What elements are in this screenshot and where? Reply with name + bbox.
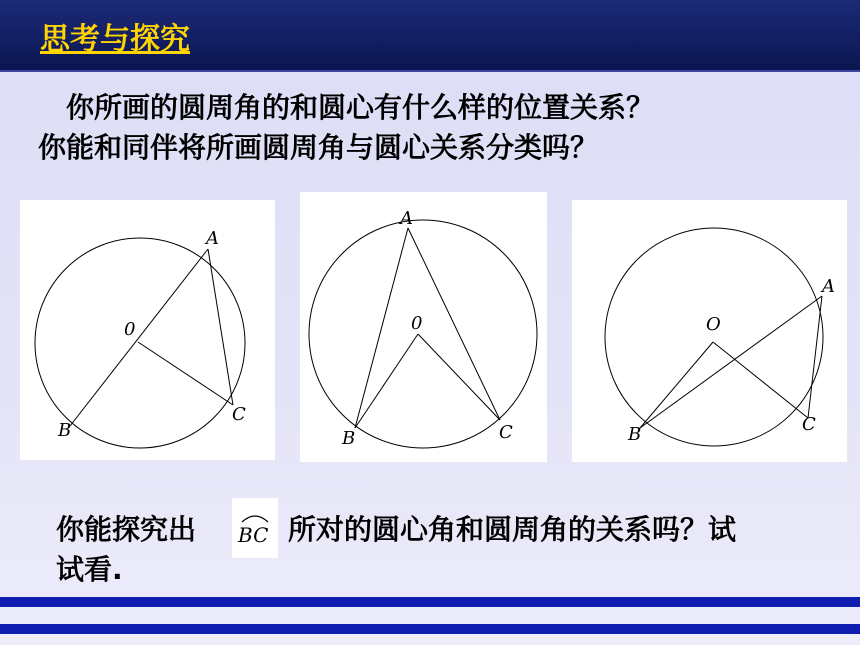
arc-bc-symbol	[232, 498, 278, 558]
arc-label: BC	[238, 523, 269, 547]
chord-ab	[640, 296, 822, 428]
radius-oc	[418, 334, 500, 420]
label-c: C	[802, 414, 816, 435]
bottom-text-1: 你能探究出	[56, 513, 197, 546]
chord-ab	[355, 228, 408, 428]
bottom-text-3: 试看.	[56, 553, 123, 586]
arc-bc-svg	[232, 498, 278, 558]
label-o: 0	[124, 319, 136, 340]
radius-oc	[713, 342, 808, 418]
diagram-3	[572, 200, 847, 462]
bottom-text-2: 所对的圆心角和圆周角的关系吗？试	[288, 513, 737, 546]
chord-ac	[808, 296, 822, 418]
radius-oc	[138, 342, 233, 405]
arc-mark-icon	[242, 516, 268, 522]
decor-stripe-top	[0, 597, 860, 607]
label-a: A	[206, 228, 219, 249]
radius-ob	[355, 334, 418, 428]
decor-stripe-bottom	[0, 624, 860, 634]
question-line-2: 你能和同伴将所画圆周角与圆心关系分类吗？	[38, 131, 599, 164]
title-bar	[0, 0, 860, 72]
circle	[309, 220, 537, 448]
chord-ac	[208, 249, 233, 405]
label-o: 0	[411, 313, 423, 334]
label-a: A	[822, 276, 835, 297]
diagram-2-svg	[300, 192, 547, 462]
diagram-1	[20, 200, 275, 460]
chord-ab	[70, 249, 208, 426]
question-line-1: 你所画的圆周角的和圆心有什么样的位置关系？	[66, 91, 655, 124]
label-c: C	[499, 422, 513, 443]
label-o: O	[706, 314, 721, 335]
label-c: C	[232, 404, 246, 425]
label-b: B	[58, 420, 72, 441]
diagram-2	[300, 192, 547, 462]
slide-title: 思考与探究	[40, 22, 190, 57]
circle	[605, 228, 823, 446]
label-b: B	[342, 428, 356, 449]
diagram-1-svg	[20, 200, 275, 460]
label-b: B	[628, 424, 642, 445]
diagram-3-svg	[572, 200, 847, 462]
radius-ob	[640, 342, 713, 428]
label-a: A	[400, 208, 413, 229]
